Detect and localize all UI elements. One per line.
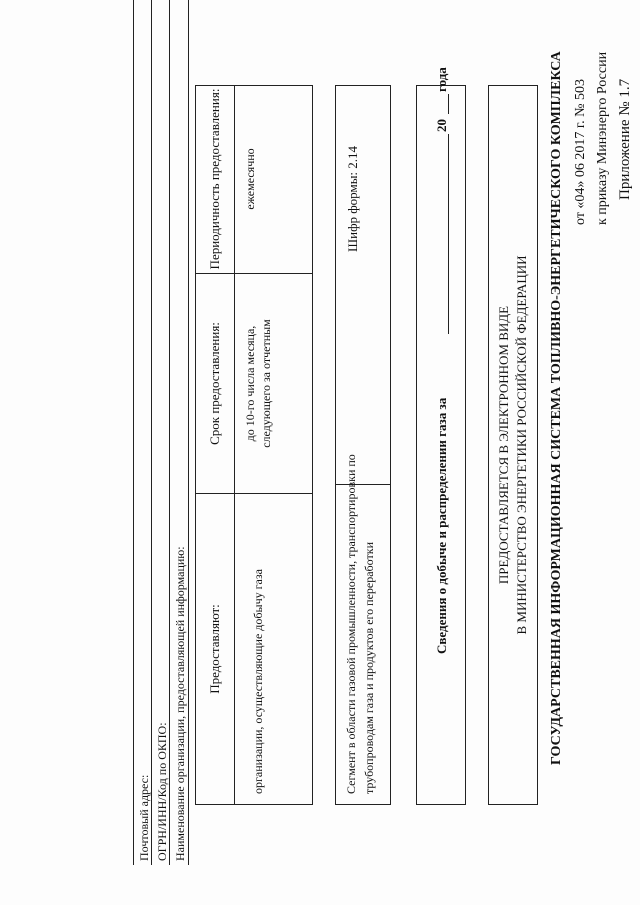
period-underline	[448, 134, 449, 334]
table-header-divider	[234, 86, 235, 804]
submission-line1: ПРЕДОСТАВЛЯЕТСЯ В ЭЛЕКТРОННОМ ВИДЕ	[496, 305, 511, 585]
appendix-title: Приложение № 1.7	[617, 78, 633, 200]
year-prefix: 20	[434, 119, 449, 132]
report-title: Сведения о добыче и распределении газа за	[434, 397, 449, 654]
row-provider: организации, осуществляющие добычу газа	[251, 569, 265, 794]
segment-text-cell	[335, 454, 391, 804]
submission-box	[488, 85, 538, 805]
form-code: Шифр формы: 2.14	[345, 145, 360, 252]
segment-box	[335, 85, 391, 805]
org-ogrn-rule	[151, 0, 152, 865]
org-name-label: Наименование организации, предоставляющей информацию:	[173, 546, 187, 861]
segment-text-line2: трубопроводам газа и продуктов его переработки	[362, 542, 376, 794]
appendix-date-line: от «04» 06 2017 г. № 503	[573, 79, 588, 225]
org-name-rule	[169, 0, 170, 865]
appendix-order-line: к приказу Минэнерго России	[595, 51, 610, 225]
org-ogrn-label: ОГРН/ИНН/Код по ОКПО:	[155, 722, 169, 861]
org-info-top-rule	[188, 0, 189, 865]
row-deadline-line1: до 10-го числа месяца,	[243, 325, 257, 442]
header-frequency: Периодичность предоставления:	[207, 88, 222, 270]
year-underline	[448, 94, 449, 114]
segment-text-line1: Сегмент в области газовой промышленности, транспортировки по	[344, 454, 358, 794]
system-title: ГОСУДАРСТВЕННАЯ ИНФОРМАЦИОННАЯ СИСТЕМА ТОПЛИВНО-ЭНЕРГЕТИЧЕСКОГО КОМПЛЕКСА	[549, 51, 564, 765]
report-title-box	[416, 67, 466, 805]
row-frequency: ежемесячно	[243, 148, 257, 210]
org-address-rule	[133, 0, 134, 865]
info-table	[195, 85, 313, 805]
header-deadline: Срок предоставления:	[207, 322, 222, 445]
org-address-label: Почтовый адрес:	[137, 774, 151, 861]
row-deadline-line2: следующего за отчетным	[259, 319, 273, 448]
header-provider: Предоставляют:	[207, 604, 222, 694]
year-suffix: года	[434, 67, 449, 92]
submission-line2: В МИНИСТЕРСТВО ЭНЕРГЕТИКИ РОССИЙСКОЙ ФЕДЕРАЦИИ	[514, 255, 529, 635]
